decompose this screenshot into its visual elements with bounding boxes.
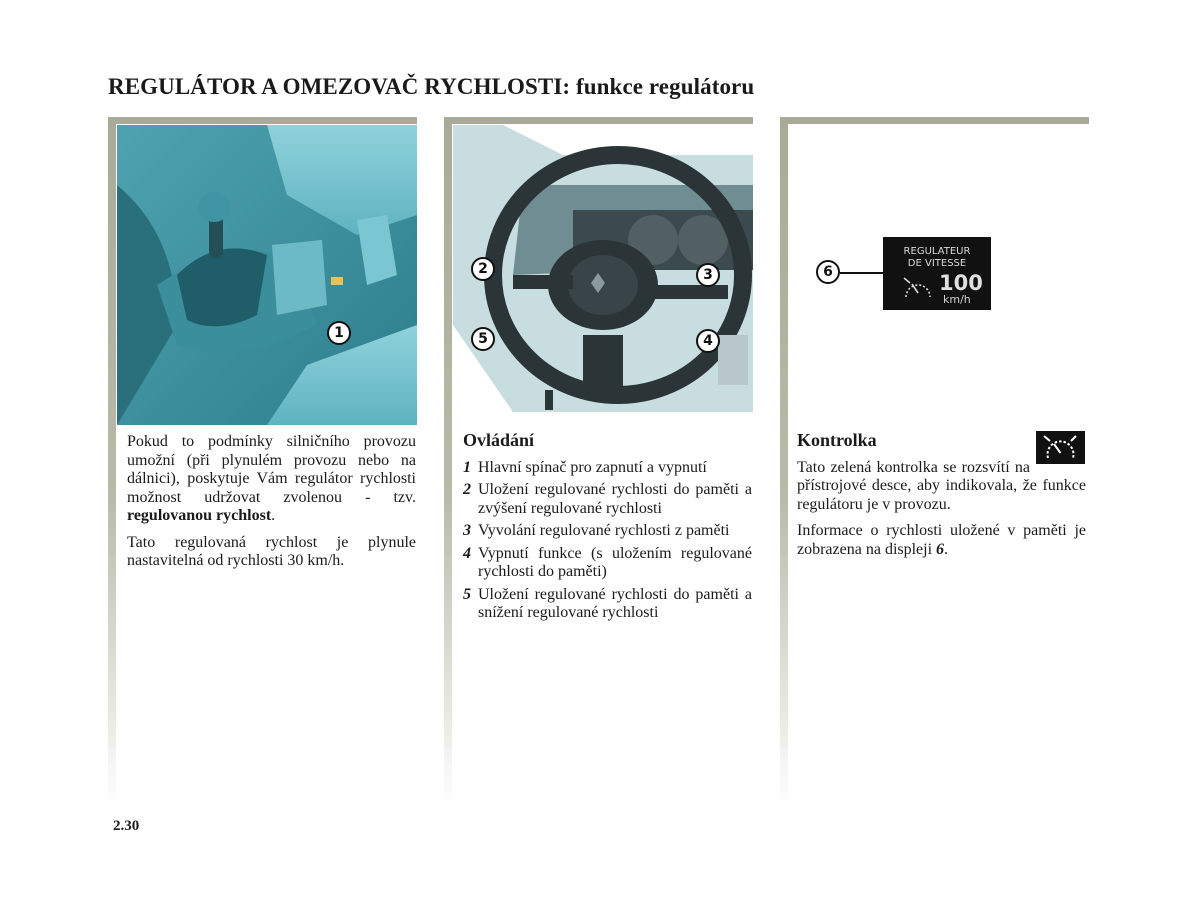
column-3-top-rule <box>780 117 1089 124</box>
indicator-text: Tato zelená kontrolka se rozsvítí na přístrojové desce, aby indikovala, že funkce regulátoru je v provozu. <box>797 458 1086 513</box>
memory-text: Informace o rychlosti uložené v paměti je zobrazena na displeji <box>797 522 1086 558</box>
list-item <box>463 545 752 582</box>
display-reference: 6 <box>936 540 945 558</box>
display-line-2: DE VITESSE <box>907 258 967 269</box>
list-item <box>463 459 752 478</box>
speedometer-icon <box>901 275 935 301</box>
column-3-text <box>797 431 1086 567</box>
item-number: 2 <box>463 481 471 498</box>
column-1-text <box>127 433 416 579</box>
indicator-heading: Kontrolka <box>797 430 877 450</box>
steering-wheel-photo <box>453 125 753 412</box>
intro-bold-term: regulovanou rychlost <box>127 507 272 524</box>
callout-1: 1 <box>327 321 351 345</box>
item-text: Vypnutí funkce (s uložením regulované rychlosti do paměti) <box>478 544 752 580</box>
memory-paragraph <box>797 522 1086 559</box>
intro-text: Pokud to podmínky silničního provozu umožní (při plynulém provozu nebo na dálnici), poskytuje Vám regulátor rychlosti možnost udržovat zvolenou - tzv. <box>127 433 416 506</box>
callout-3: 3 <box>696 263 720 287</box>
item-text: Uložení regulované rychlosti do paměti a zvýšení regulované rychlosti <box>478 481 752 517</box>
item-text: Uložení regulované rychlosti do paměti a snížení regulované rychlosti <box>478 585 752 621</box>
column-2-text <box>463 431 752 627</box>
list-item <box>463 586 752 623</box>
column-3-side-rule <box>780 117 788 807</box>
cruise-display <box>883 237 991 310</box>
memory-end: . <box>944 540 949 558</box>
page-number: 2.30 <box>113 818 140 834</box>
list-item <box>463 522 752 541</box>
item-number: 1 <box>463 458 471 476</box>
controls-heading: Ovládání <box>463 430 535 450</box>
column-2-top-rule <box>444 117 753 124</box>
page-title: REGULÁTOR A OMEZOVAČ RYCHLOSTI: funkce regulátoru <box>108 74 755 99</box>
callout-5: 5 <box>471 327 495 351</box>
callout-6: 6 <box>816 260 840 284</box>
intro-end: . <box>271 507 276 524</box>
callout-4: 4 <box>696 329 720 353</box>
column-1-top-rule <box>108 117 417 124</box>
item-text: Hlavní spínač pro zapnutí a vypnutí <box>478 458 707 476</box>
item-number: 3 <box>463 522 471 539</box>
item-number: 5 <box>463 585 471 603</box>
column-2-side-rule <box>444 117 452 807</box>
speed-range-paragraph: Tato regulovaná rychlost je plynule nastavitelná od rychlosti 30 km/h. <box>127 533 416 569</box>
callout-2: 2 <box>471 257 495 281</box>
callout-6-leader-line <box>840 272 883 274</box>
display-unit: km/h <box>943 293 971 306</box>
display-speed: 100 <box>939 271 983 295</box>
center-console-photo <box>117 125 417 425</box>
indicator-paragraph <box>797 459 1086 515</box>
item-text: Vyvolání regulované rychlosti z paměti <box>478 522 730 539</box>
list-item <box>463 481 752 518</box>
item-number: 4 <box>463 544 471 562</box>
column-1-side-rule <box>108 117 116 807</box>
intro-paragraph <box>127 433 416 526</box>
display-line-1: REGULATEUR <box>903 246 971 257</box>
